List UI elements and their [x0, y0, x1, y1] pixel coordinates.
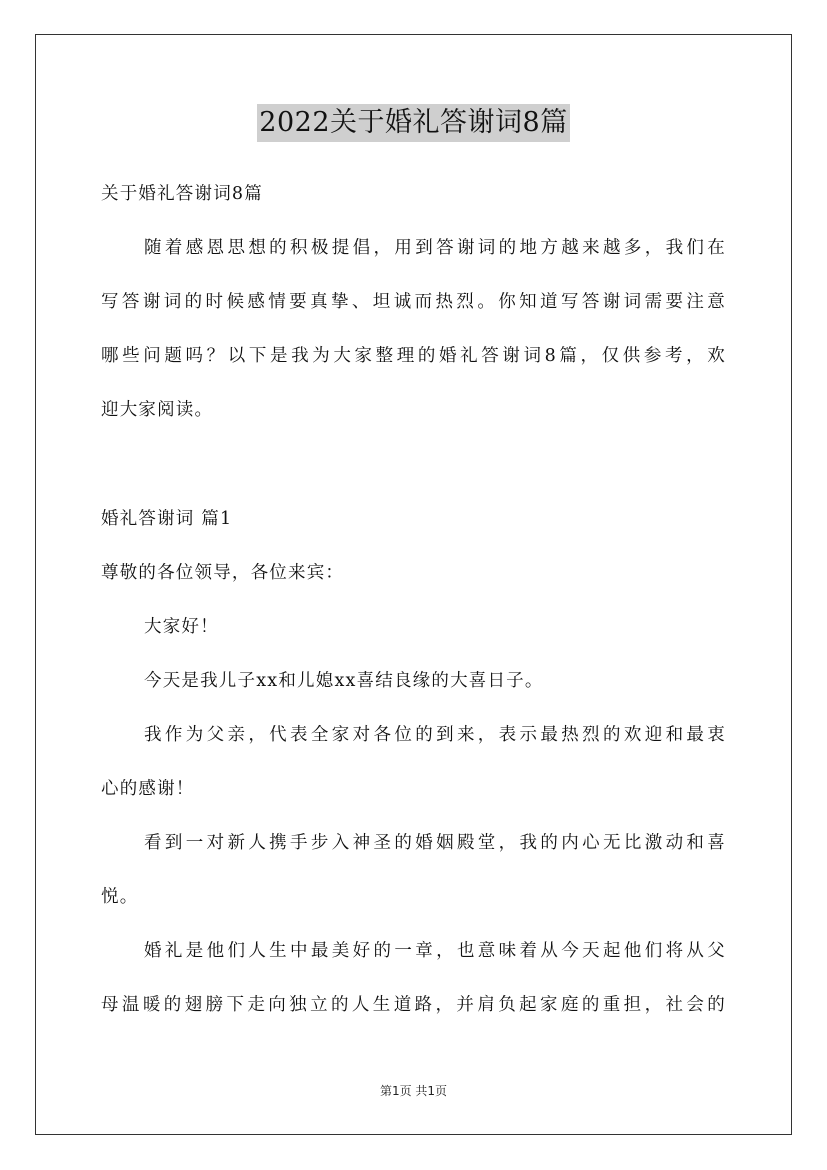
intro-line: 随着感恩思想的积极提倡，用到答谢词的地方越来越多，我们在 [144, 238, 726, 258]
body-line: 我作为父亲，代表全家对各位的到来，表示最热烈的欢迎和最衷 [144, 725, 726, 745]
body-line: 心的感谢！ [101, 779, 195, 799]
greeting: 大家好！ [144, 617, 219, 637]
intro-line: 迎大家阅读。 [101, 400, 214, 420]
page-footer: 第1页 共1页 [379, 1084, 448, 1098]
body-line: 婚礼是他们人生中最美好的一章，也意味着从今天起他们将从父 [144, 941, 726, 961]
body-line: 悦。 [101, 887, 139, 907]
body-line: 今天是我儿子xx和儿媳xx喜结良缘的大喜日子。 [144, 671, 544, 691]
body-line: 母温暖的翅膀下走向独立的人生道路，并肩负起家庭的重担，社会的 [101, 995, 726, 1015]
body-line: 看到一对新人携手步入神圣的婚姻殿堂，我的内心无比激动和喜 [144, 833, 726, 853]
document-title: 2022关于婚礼答谢词8篇 [257, 104, 569, 142]
title-container [0, 104, 827, 142]
section-heading: 婚礼答谢词 篇1 [101, 509, 233, 529]
intro-line: 写答谢词的时候感情要真挚、坦诚而热烈。你知道写答谢词需要注意 [101, 292, 726, 312]
intro-line: 哪些问题吗？以下是我为大家整理的婚礼答谢词8篇，仅供参考，欢 [101, 346, 726, 366]
document-subtitle: 关于婚礼答谢词8篇 [101, 184, 263, 204]
salutation: 尊敬的各位领导，各位来宾： [101, 563, 345, 583]
